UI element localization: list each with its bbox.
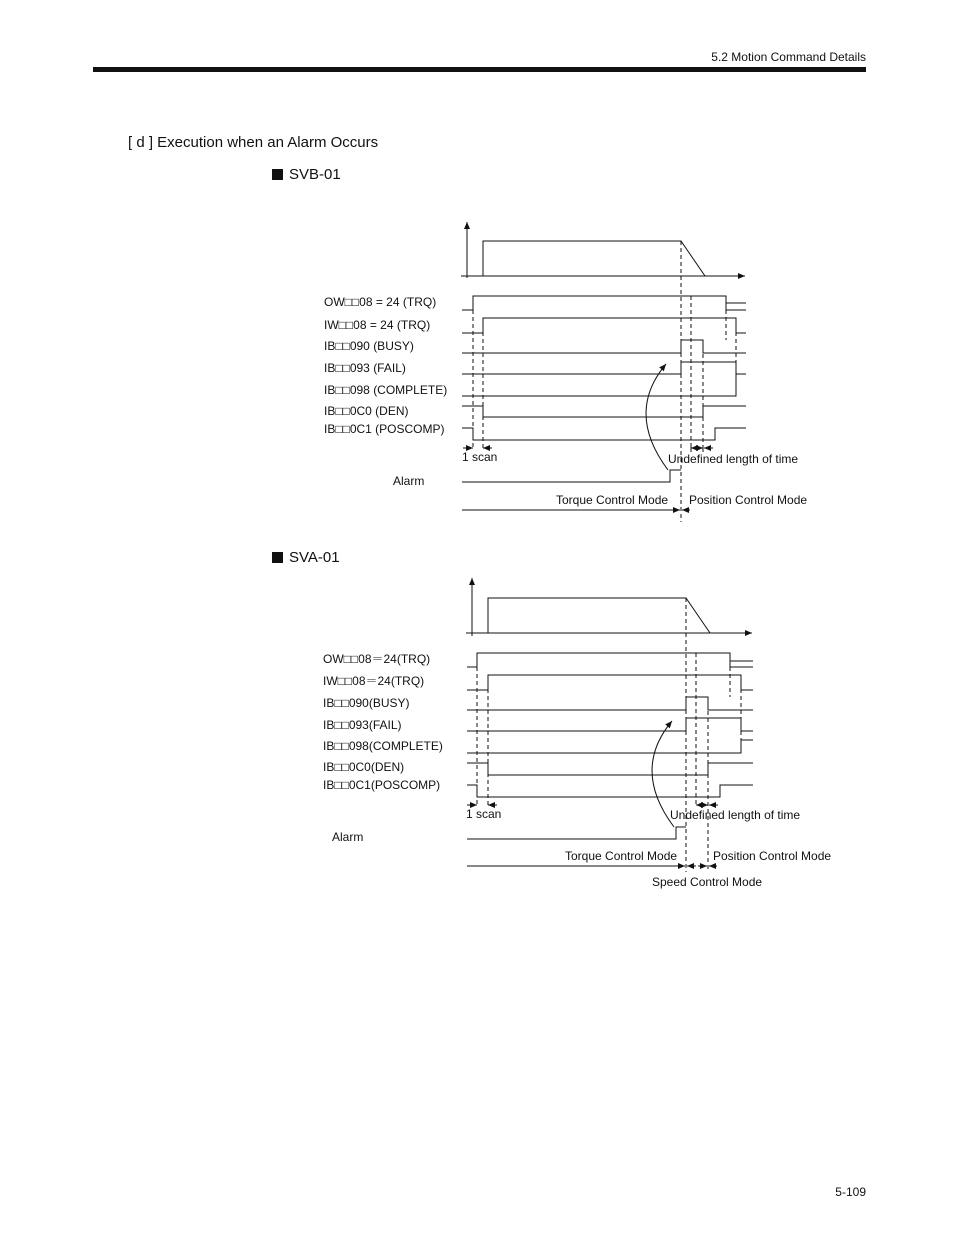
sva-timing-diagram: [466, 578, 753, 872]
sva-title: SVA-01: [289, 549, 340, 566]
speed-waveform: [483, 241, 705, 276]
sva-labels: [323, 652, 831, 889]
complete-waveform: [462, 374, 736, 396]
svb-labels: [324, 295, 807, 507]
signal-label: IB□□093(FAIL): [323, 718, 402, 732]
signal-label: IB□□098 (COMPLETE): [324, 383, 448, 397]
alarm-label: Alarm: [332, 830, 364, 844]
signal-label: IW□□08 = 24 (TRQ): [324, 318, 431, 332]
ow08-waveform: [467, 653, 753, 667]
ow08-waveform: [462, 296, 746, 310]
scan-label: 1 scan: [466, 807, 502, 821]
alarm-waveform: [467, 827, 686, 839]
undefined-time-label: Undefined length of time: [668, 452, 799, 466]
position-mode-label: Position Control Mode: [713, 849, 832, 863]
svb-title: SVB-01: [289, 166, 341, 183]
den-waveform: [467, 763, 753, 775]
signal-label: IB□□093 (FAIL): [324, 361, 406, 375]
svb-timing-diagram: [461, 222, 746, 522]
complete-waveform: [467, 740, 753, 753]
running-header: 5.2 Motion Command Details: [711, 50, 866, 64]
iw08-waveform: [462, 318, 746, 333]
undefined-time-label: Undefined length of time: [670, 808, 801, 822]
signal-label: IB□□090 (BUSY): [324, 339, 414, 353]
torque-mode-label: Torque Control Mode: [556, 493, 669, 507]
signal-label: IW□□08＝24(TRQ): [323, 674, 425, 688]
iw08-waveform: [467, 675, 753, 690]
signal-label: IB□□090(BUSY): [323, 696, 410, 710]
signal-label: IB□□0C1(POSCOMP): [323, 778, 441, 792]
signal-label: IB□□0C1 (POSCOMP): [324, 422, 445, 436]
speed-mode-label: Speed Control Mode: [652, 875, 763, 889]
signal-label: OW□□08＝24(TRQ): [323, 652, 431, 666]
torque-mode-label: Torque Control Mode: [565, 849, 678, 863]
poscomp-waveform: [467, 785, 753, 797]
signal-label: IB□□098(COMPLETE): [323, 739, 443, 753]
fail-waveform: [467, 718, 753, 731]
section-heading: [ d ] Execution when an Alarm Occurs: [128, 134, 379, 151]
signal-label: IB□□0C0(DEN): [323, 760, 405, 774]
alarm-label: Alarm: [393, 474, 425, 488]
page-number: 5-109: [835, 1185, 866, 1199]
signal-label: OW□□08 = 24 (TRQ): [324, 295, 437, 309]
position-mode-label: Position Control Mode: [689, 493, 808, 507]
alarm-waveform: [462, 470, 681, 482]
busy-waveform: [467, 697, 753, 710]
speed-waveform: [488, 598, 710, 633]
signal-label: IB□□0C0 (DEN): [324, 404, 409, 418]
scan-label: 1 scan: [462, 450, 498, 464]
